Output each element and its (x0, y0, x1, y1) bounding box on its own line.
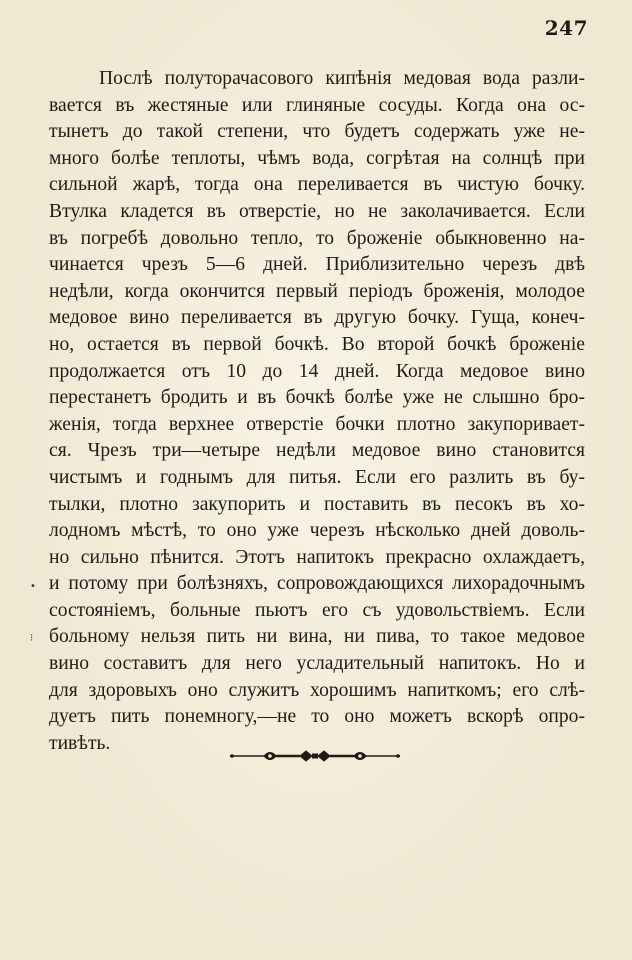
decorative-divider (230, 746, 400, 766)
text-line: тынетъ до такой степени, что будетъ содержать уже не- (49, 121, 585, 143)
text-line: вается въ жестяные или глиняные сосуды. Когда она ос- (49, 94, 585, 116)
page-number: 247 (544, 16, 588, 40)
text-line: ся. Чрезъ три—четыре недѣли медовое вино становится (49, 440, 585, 462)
margin-dot: ⁝ (30, 633, 34, 644)
body-text (49, 66, 585, 757)
text-line: лодномъ мѣстѣ, то оно уже черезъ нѣсколько дней доволь- (49, 520, 585, 542)
text-line: дуетъ пить понемногу,—не то оно можетъ вскорѣ опро- (49, 706, 585, 728)
text-line: тылки, плотно закупорить и поставить въ песокъ въ хо- (49, 493, 585, 515)
text-line: много болѣе теплоты, чѣмъ вода, согрѣтая на солнцѣ при (49, 147, 585, 169)
text-line: Втулка кладется въ отверстіе, но не заколачивается. Если (49, 200, 585, 222)
text-line: сильной жарѣ, тогда она переливается въ чистую бочку. (49, 174, 585, 196)
text-line: медовое вино переливается въ другую бочку. Гуща, конеч- (49, 307, 585, 329)
text-line: Послѣ полуторачасового кипѣнія медовая вода разли- (99, 68, 585, 89)
text-line: вино составитъ для него усладительный напитокъ. Но и (49, 653, 585, 675)
text-line: чистымъ и годнымъ для питья. Если его разлить въ бу- (49, 466, 585, 488)
text-line: чинается чрезъ 5—6 дней. Приблизительно черезъ двѣ (49, 254, 585, 276)
text-line: недѣли, когда окончится первый періодъ броженія, молодое (49, 280, 585, 302)
text-line: и потому при болѣзняхъ, сопровождающихся лихорадочнымъ (49, 573, 585, 595)
text-line: перестанетъ бродить и въ бочкѣ болѣе уже не слышно бро- (49, 387, 585, 409)
text-line: въ погребѣ довольно тепло, то броженіе обыкновенно на- (49, 227, 585, 249)
text-line: больному нельзя пить ни вина, ни пива, то такое медовое (49, 626, 585, 648)
text-line: женія, тогда верхнее отверстіе бочки плотно закупоривает- (49, 413, 585, 435)
text-line: но, остается въ первой бочкѣ. Во второй бочкѣ броженіе (49, 333, 585, 355)
text-line: тивѣть. (49, 732, 111, 754)
text-line: продолжается отъ 10 до 14 дней. Когда медовое вино (49, 360, 585, 382)
text-line: но сильно пѣнится. Этотъ напитокъ прекрасно охлаждаетъ, (49, 546, 585, 568)
margin-dot: • (30, 581, 36, 592)
text-line: для здоровыхъ оно служитъ хорошимъ напиткомъ; его слѣ- (49, 679, 585, 701)
text-line: состояніемъ, больные пьютъ его съ удовольствіемъ. Если (49, 599, 585, 621)
